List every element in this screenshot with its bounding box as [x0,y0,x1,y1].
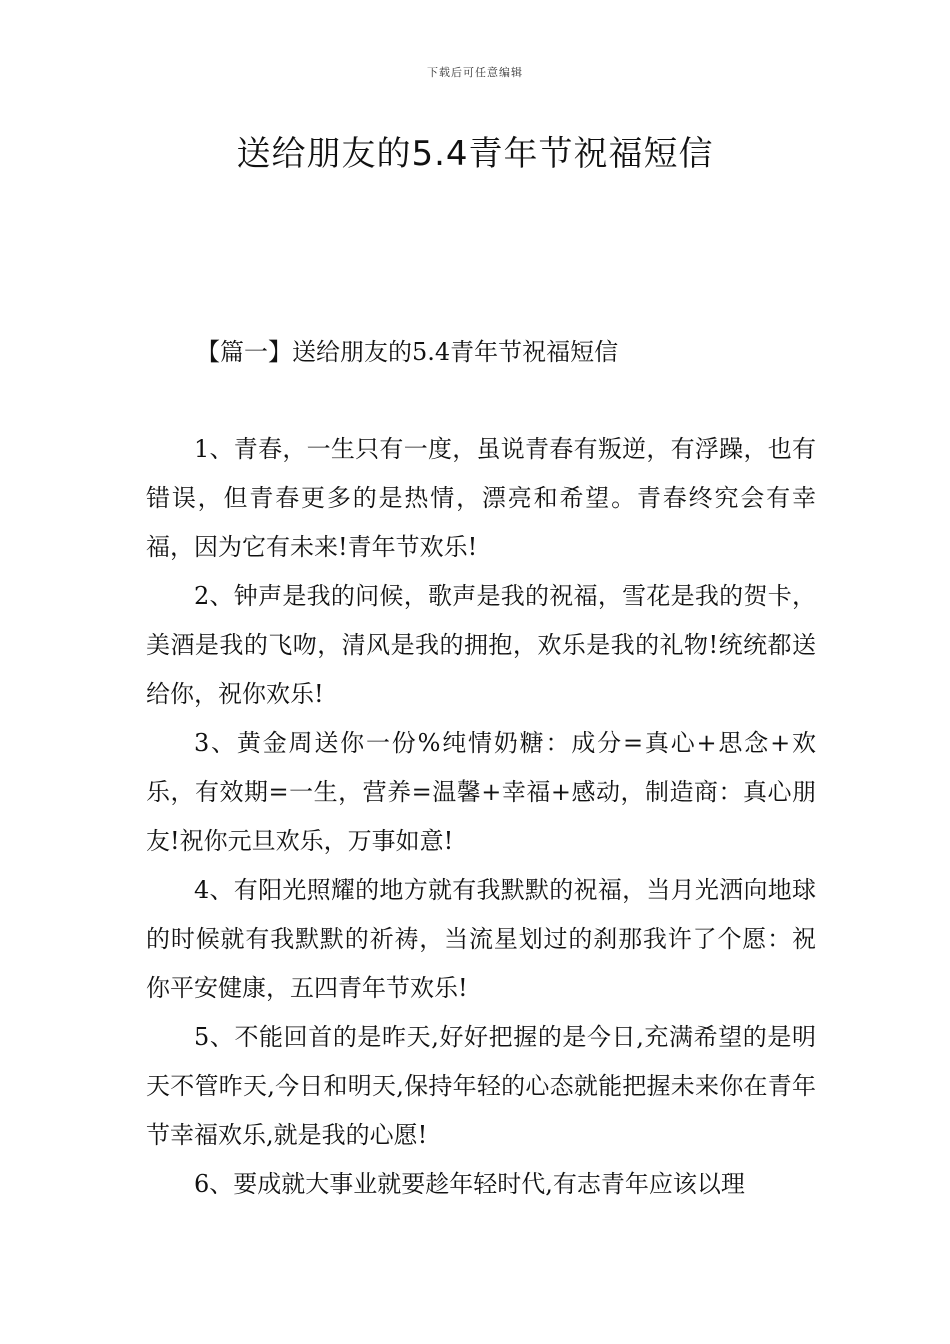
header-note: 下载后可任意编辑 [427,66,523,79]
paragraph-1: 1、青春，一生只有一度，虽说青春有叛逆，有浮躁，也有错误，但青春更多的是热情，漂亮和希望。青春终究会有幸福，因为它有未来!青年节欢乐! [146,435,816,561]
section-heading: 【篇一】送给朋友的5.4青年节祝福短信 [196,338,619,366]
body-text [146,425,816,1209]
paragraph-5: 5、不能回首的是昨天,好好把握的是今日,充满希望的是明天不管昨天,今日和明天,保持年轻的心态就能把握未来你在青年节幸福欢乐,就是我的心愿! [146,1023,816,1149]
paragraph-6: 6、要成就大事业就要趁年轻时代,有志青年应该以理 [194,1170,745,1198]
document-title: 送给朋友的5.4青年节祝福短信 [236,134,714,174]
paragraph-2: 2、钟声是我的问候，歌声是我的祝福，雪花是我的贺卡，美酒是我的飞吻，清风是我的拥抱，欢乐是我的礼物!统统都送给你，祝你欢乐! [146,582,816,708]
paragraph-3: 3、黄金周送你一份%纯情奶糖：成分=真心+思念+欢乐，有效期=一生，营养=温馨+幸福+感动，制造商：真心朋友!祝你元旦欢乐，万事如意! [146,729,816,855]
paragraph-4: 4、有阳光照耀的地方就有我默默的祝福，当月光洒向地球的时候就有我默默的祈祷，当流星划过的刹那我许了个愿：祝你平安健康，五四青年节欢乐! [146,876,816,1002]
